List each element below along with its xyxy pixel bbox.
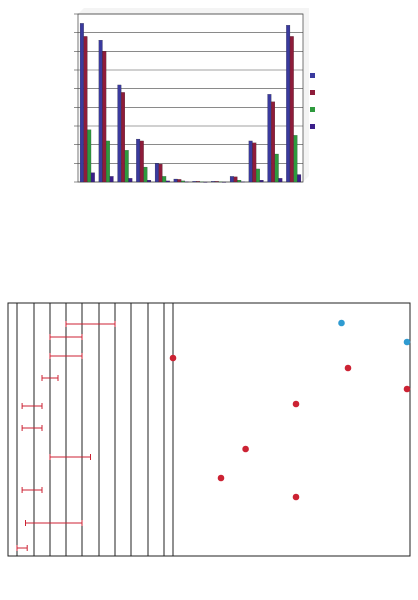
bar <box>196 181 200 182</box>
bar <box>297 175 301 182</box>
bar <box>271 102 275 182</box>
legend-swatch <box>310 90 315 95</box>
bar <box>215 181 219 182</box>
bar <box>84 36 88 182</box>
data-point <box>404 339 411 346</box>
bar <box>286 25 290 182</box>
bar <box>177 179 181 182</box>
bar <box>268 94 272 182</box>
bar <box>106 141 110 182</box>
bar <box>91 173 95 182</box>
bar <box>204 182 208 183</box>
bar <box>193 181 197 182</box>
bar <box>155 163 159 182</box>
data-point <box>293 494 300 501</box>
data-point <box>170 355 177 362</box>
data-point <box>338 320 345 327</box>
bar <box>260 180 264 182</box>
data-point <box>293 401 300 408</box>
airtightness-chart <box>0 300 418 600</box>
bar <box>234 177 238 182</box>
bar <box>99 40 103 182</box>
bar <box>147 180 151 182</box>
data-point <box>345 365 352 372</box>
bar <box>87 130 91 182</box>
data-point <box>242 446 249 453</box>
bar <box>159 164 163 182</box>
bar <box>118 85 122 182</box>
bar <box>174 179 178 182</box>
bar <box>200 182 204 183</box>
heating-load-chart <box>0 0 418 245</box>
bar <box>129 178 133 182</box>
bar <box>290 36 294 182</box>
bar <box>219 182 223 183</box>
bar <box>181 181 185 182</box>
legend-swatch <box>310 107 315 112</box>
bar <box>125 150 129 182</box>
bar <box>249 141 253 182</box>
data-point <box>404 386 411 393</box>
data-point <box>218 475 225 482</box>
bar <box>279 178 283 182</box>
bar <box>252 143 256 182</box>
bar <box>136 139 140 182</box>
bar <box>256 169 260 182</box>
bar <box>166 181 170 182</box>
bar <box>230 176 234 182</box>
bar <box>121 92 125 182</box>
bar <box>237 180 241 182</box>
bar <box>275 154 279 182</box>
bar <box>140 141 144 182</box>
bar <box>102 51 106 182</box>
legend-swatch <box>310 73 315 78</box>
bar <box>110 176 114 182</box>
bar <box>144 167 148 182</box>
bar <box>211 181 215 182</box>
bar <box>222 182 226 183</box>
bar <box>162 176 166 182</box>
bar <box>80 23 84 182</box>
bar <box>185 182 189 183</box>
bar <box>294 135 298 182</box>
bar <box>241 182 245 183</box>
plot-frame <box>8 303 410 556</box>
legend-swatch <box>310 124 315 129</box>
